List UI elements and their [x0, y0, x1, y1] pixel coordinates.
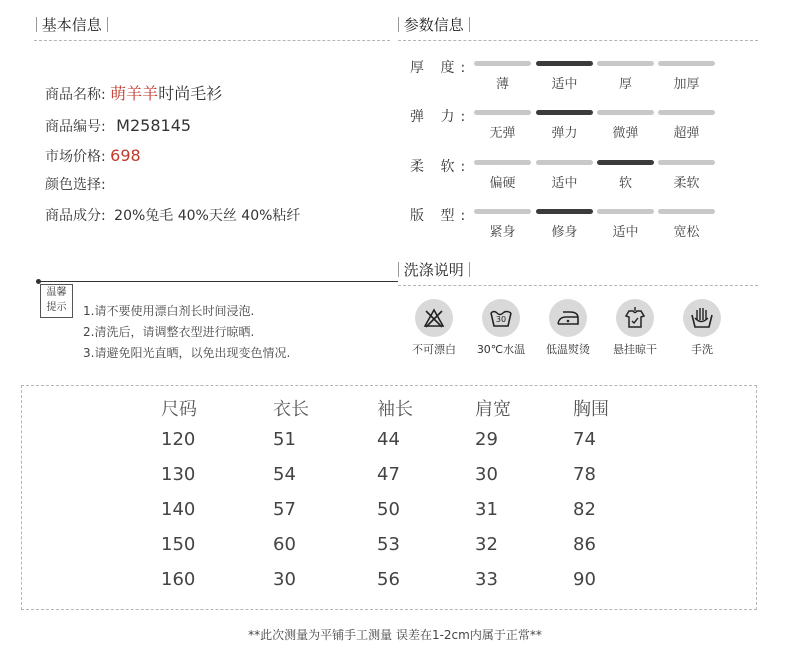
- param-bar: [658, 209, 715, 214]
- tips-divider: [36, 281, 398, 282]
- param-bar: [474, 209, 531, 214]
- param-option: 偏硬: [489, 176, 516, 191]
- param-option: 薄: [495, 77, 509, 92]
- param-bar: [658, 110, 715, 115]
- params-title-text: 参数信息: [403, 16, 464, 34]
- tips-badge: [40, 284, 73, 318]
- param-bar: [597, 209, 654, 214]
- param-label-3: 版 型:: [410, 208, 472, 224]
- wash-label-no-bleach: 不可漂白: [412, 343, 456, 356]
- param-label-2: 柔 软:: [410, 159, 472, 175]
- param-bar-selected: [597, 160, 654, 165]
- wash-label-low-iron: 低温熨烫: [546, 343, 590, 356]
- size-cell: 29: [475, 429, 498, 450]
- size-cell: 30: [273, 569, 296, 590]
- size-cell: 51: [273, 429, 296, 450]
- size-header-sleeve: 袖长: [377, 399, 413, 420]
- param-option: 修身: [551, 225, 578, 240]
- size-cell: 82: [573, 499, 596, 520]
- wash-label-30c: 30℃水温: [476, 343, 526, 356]
- size-cell: 90: [573, 569, 596, 590]
- params-title: [398, 15, 470, 35]
- tip-line-3: 3.请避免阳光直晒，以免出现变色情况.: [83, 346, 291, 360]
- param-option: 加厚: [673, 77, 700, 92]
- size-cell: 60: [273, 534, 296, 555]
- wash-title-text: 洗涤说明: [403, 261, 464, 279]
- wash-label-hand-wash: 手洗: [691, 343, 713, 356]
- size-cell: 53: [377, 534, 400, 555]
- param-option: 柔软: [673, 176, 700, 191]
- color-label: 颜色选择:: [45, 177, 106, 193]
- param-label-1: 弹 力:: [410, 109, 472, 125]
- product-name-label: 商品名称:: [45, 87, 106, 103]
- size-cell: 47: [377, 464, 400, 485]
- product-code-label: 商品编号:: [45, 119, 106, 135]
- param-bar: [658, 61, 715, 66]
- param-bar: [536, 160, 593, 165]
- product-name-row: [45, 84, 222, 105]
- param-bar: [658, 160, 715, 165]
- param-option: 适中: [551, 176, 578, 191]
- size-cell: 44: [377, 429, 400, 450]
- param-option: 无弹: [489, 126, 516, 141]
- basic-info-title-text: 基本信息: [41, 16, 102, 34]
- tip-line-2: 2.清洗后，请调整衣型进行晾晒.: [83, 325, 255, 339]
- title-bar-right: [469, 262, 470, 277]
- size-cell: 54: [273, 464, 296, 485]
- params-divider: [398, 40, 758, 41]
- size-cell: 57: [273, 499, 296, 520]
- size-cell: 30: [475, 464, 498, 485]
- size-header-length: 衣长: [273, 399, 309, 420]
- hang-dry-icon: [616, 299, 654, 337]
- param-bar-selected: [536, 61, 593, 66]
- size-header-chest: 胸围: [573, 399, 609, 420]
- material-value: 20%兔毛 40%天丝 40%粘纤: [114, 208, 301, 224]
- param-option: 软: [618, 176, 632, 191]
- param-bar: [597, 110, 654, 115]
- param-bar: [474, 61, 531, 66]
- param-option: 适中: [551, 77, 578, 92]
- title-bar-left: [398, 17, 399, 32]
- param-option: 超弹: [673, 126, 700, 141]
- no-bleach-icon: [415, 299, 453, 337]
- product-name-highlight: 萌羊羊: [110, 84, 159, 103]
- basic-info-title: [36, 15, 108, 35]
- param-bar-selected: [536, 110, 593, 115]
- param-bar: [474, 160, 531, 165]
- product-code-value: M258145: [116, 116, 192, 135]
- product-code-row: [45, 116, 191, 137]
- size-cell: 56: [377, 569, 400, 590]
- param-option: 适中: [612, 225, 639, 240]
- basic-info-divider: [34, 40, 390, 41]
- size-header-shoulder: 肩宽: [475, 399, 511, 420]
- size-cell: 150: [161, 534, 196, 555]
- size-cell: 74: [573, 429, 596, 450]
- param-bar: [474, 110, 531, 115]
- size-cell: 130: [161, 464, 196, 485]
- hand-wash-icon: [683, 299, 721, 337]
- tips-badge-line1: 温馨: [46, 287, 67, 298]
- title-bar-left: [398, 262, 399, 277]
- wash-divider: [398, 285, 758, 286]
- measurement-note: **此次测量为平铺手工测量 误差在1-2cm内属于正常**: [248, 628, 542, 642]
- tip-line-1: 1.请不要使用漂白剂长时间浸泡.: [83, 304, 255, 318]
- size-cell: 120: [161, 429, 196, 450]
- product-name-suffix: 时尚毛衫: [158, 84, 223, 103]
- size-cell: 32: [475, 534, 498, 555]
- title-bar-right: [469, 17, 470, 32]
- title-bar-right: [107, 17, 108, 32]
- wash-title: [398, 260, 470, 280]
- size-cell: 31: [475, 499, 498, 520]
- price-label: 市场价格:: [45, 149, 106, 165]
- wash-30-icon-text: 30: [495, 315, 507, 324]
- param-option: 紧身: [489, 225, 516, 240]
- wash-label-hang-dry: 悬挂晾干: [613, 343, 657, 356]
- low-iron-icon: [549, 299, 587, 337]
- param-option: 厚: [618, 77, 632, 92]
- tips-badge-line2: 提示: [46, 302, 67, 313]
- material-row: [45, 206, 300, 226]
- param-option: 宽松: [673, 225, 700, 240]
- size-cell: 160: [161, 569, 196, 590]
- size-cell: 78: [573, 464, 596, 485]
- wash-30-icon: [482, 299, 520, 337]
- param-option: 微弹: [612, 126, 639, 141]
- material-label: 商品成分:: [45, 208, 106, 224]
- title-bar-left: [36, 17, 37, 32]
- price-row: [45, 146, 141, 167]
- param-option: 弹力: [551, 126, 578, 141]
- size-cell: 50: [377, 499, 400, 520]
- size-cell: 33: [475, 569, 498, 590]
- param-label-0: 厚 度:: [410, 60, 472, 76]
- color-row: [45, 175, 106, 195]
- size-cell: 140: [161, 499, 196, 520]
- size-header-size: 尺码: [161, 399, 197, 420]
- price-value: 698: [110, 146, 141, 165]
- size-cell: 86: [573, 534, 596, 555]
- param-bar-selected: [536, 209, 593, 214]
- param-bar: [597, 61, 654, 66]
